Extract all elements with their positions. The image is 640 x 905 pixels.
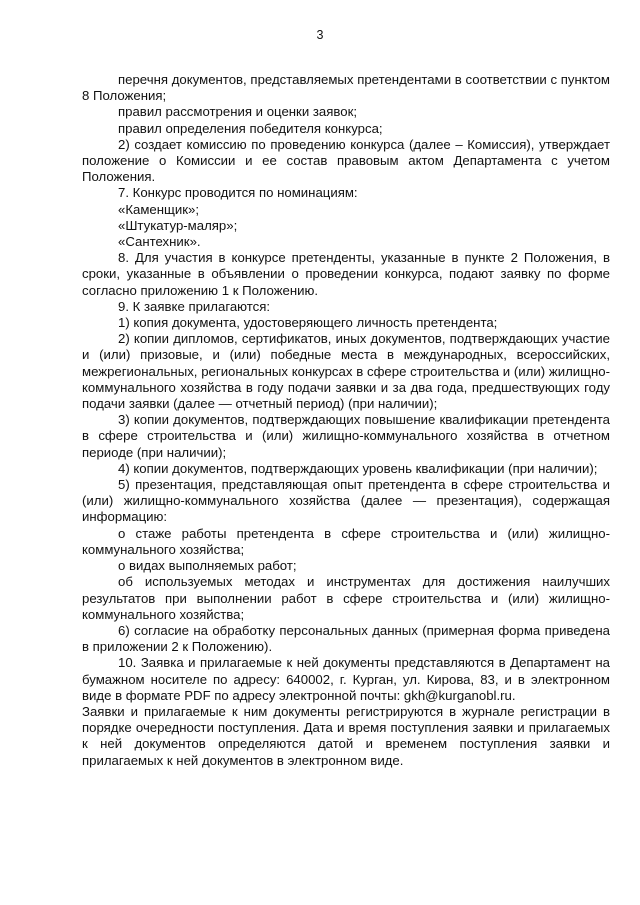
paragraph: о видах выполняемых работ; (118, 558, 297, 574)
paragraph: «Штукатур-маляр»; (118, 217, 238, 233)
paragraph: правил рассмотрения и оценки заявок; (118, 104, 358, 120)
paragraph: 4) копии документов, подтверждающих уровень квалификации (при наличии); (118, 460, 598, 476)
paragraph: 7. Конкурс проводится по номинациям: (118, 185, 358, 201)
paragraph: 6) согласие на обработку персональных данных (примерная форма приведена в приложении 2 к Положению). (82, 622, 610, 655)
paragraph: 3) копии документов, подтверждающих повышение квалификации претендента в сфере строительства и (или) жилищно-коммунального хозяйства в отчетном периоде (при наличии); (82, 412, 610, 460)
paragraph: правил определения победителя конкурса; (118, 120, 383, 136)
paragraph: 9. К заявке прилагаются: (118, 298, 271, 314)
paragraph: 2) создает комиссию по проведению конкурса (далее – Комиссия), утверждает положение о Комиссии и ее состав правовым актом Департамента с учетом Положения. (82, 136, 610, 185)
paragraph: 1) копия документа, удостоверяющего личность претендента; (118, 315, 498, 331)
page-number: 3 (316, 28, 324, 42)
paragraph: 8. Для участия в конкурсе претенденты, указанные в пункте 2 Положения, в сроки, указанные в объявлении о проведении конкурса, подают заявку по форме согласно приложению 1 к Положению. (82, 250, 610, 298)
paragraph: «Сантехник». (118, 234, 201, 250)
paragraph: об используемых методах и инструментах для достижения наилучших результатов при выполнении работ в сфере строительства и (или) жилищно-коммунального хозяйства; (82, 574, 610, 622)
paragraph: 2) копии дипломов, сертификатов, иных документов, подтверждающих участие и (или) призовые, и (или) победные места в международных, всероссийских, межрегиональных, региональных конкурсах в сфере строительства и (или) жилищно-коммунального хозяйства в году подачи заявки и за два года, предшествующих году подачи заявки (далее — отчетный период) (при наличии); (82, 331, 610, 412)
paragraph: 5) презентация, представляющая опыт претендента в сфере строительства и (или) жилищно-коммунального хозяйства (далее — презентация), содержащая информацию: (82, 477, 610, 525)
document-body (82, 72, 610, 769)
paragraph: о стаже работы претендента в сфере строительства и (или) жилищно-коммунального хозяйства; (82, 525, 610, 557)
paragraph: перечня документов, представляемых претендентами в соответствии с пунктом 8 Положения; (82, 72, 610, 104)
paragraph: Заявки и прилагаемые к ним документы регистрируются в журнале регистрации в порядке очередности поступления. Дата и время поступления заявки и прилагаемых к ней документов определяются датой и временем поступления заявки и прилагаемых к ней документов в электронном виде. (82, 703, 610, 768)
paragraph: «Каменщик»; (118, 201, 200, 217)
paragraph: 10. Заявка и прилагаемые к ней документы представляются в Департамент на бумажном носителе по адресу: 640002, г. Курган, ул. Кирова, 83, и в электронном виде в формате PDF по адресу электронной почты: gkh@kurganobl.ru. (82, 655, 610, 703)
